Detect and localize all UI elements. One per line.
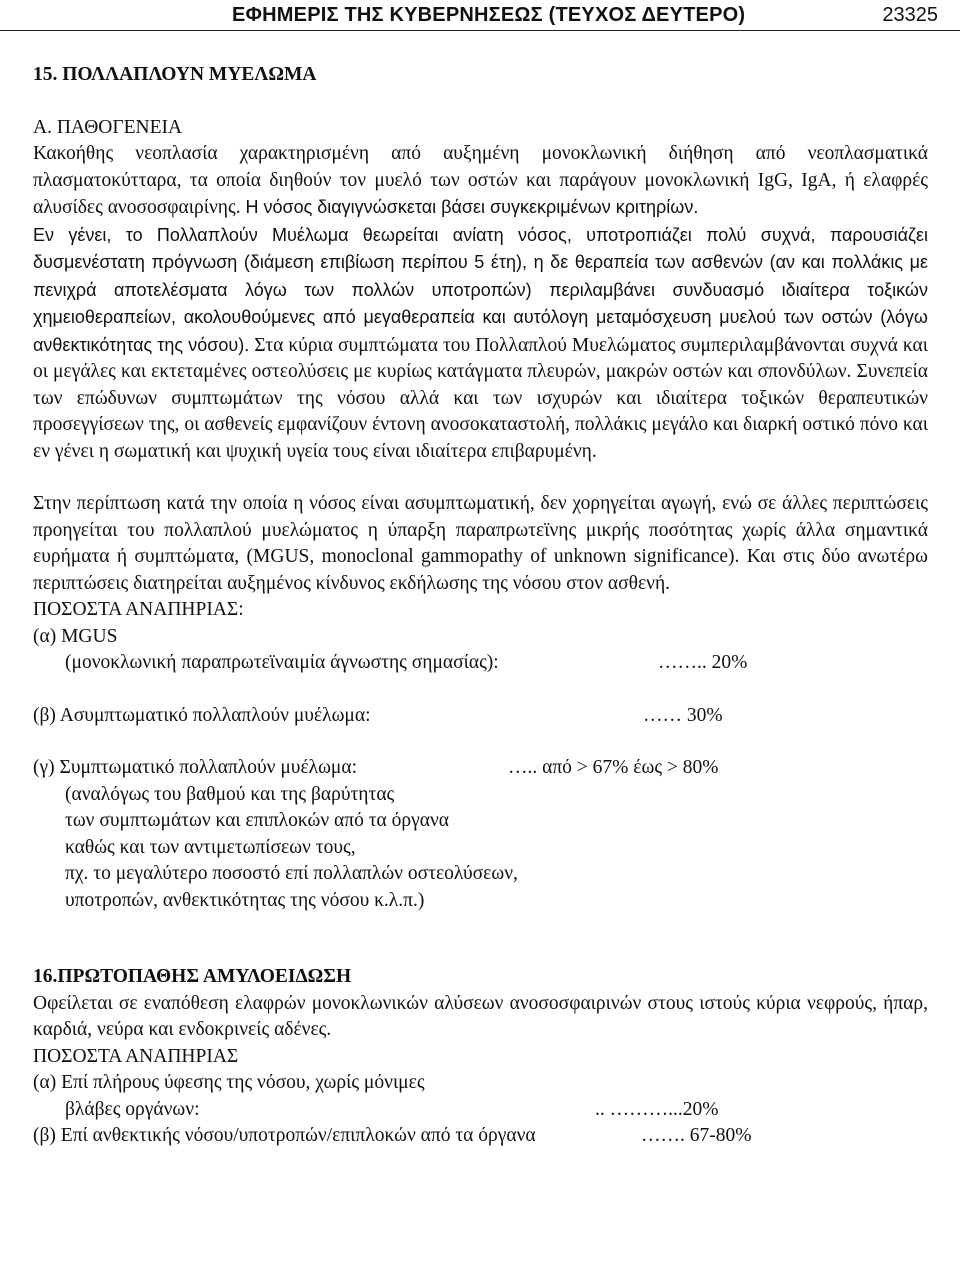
spacer xyxy=(33,729,928,755)
rate-item-c-note-2 xyxy=(33,808,928,835)
rate-item-c-note-3 xyxy=(33,835,928,862)
s16-rate-item-b-label: (β) Επί ανθεκτικής νόσου/υποτροπών/επιπλοκών από τα όργανα xyxy=(33,1125,536,1146)
section-15-paragraph-3: Στην περίπτωση κατά την οποία η νόσος είναι ασυμπτωματική, δεν χορηγείται αγωγή, ενώ σε άλλες περιπτώσεις προηγείται του πολλαπλού μυελώματος η ύπαρξη παραπρωτεϊνης μικρής ποσότητας χωρίς άλλα σημαντικά ευρήματα ή συμπτώματα, (MGUS, monoclonal gammopathy of unknown significance). Και στις δύο ανωτέρω περιπτώσεις διατηρείται αυξημένος κίνδυνος εκδήλωσης της νόσου στον ασθενή. xyxy=(33,493,928,594)
s16-rate-item-a-row-2 xyxy=(33,1097,928,1124)
rate-item-a-value: …….. 20% xyxy=(658,652,748,673)
rate-item-b-label: (β) Ασυμπτωματικό πολλαπλούν μυέλωμα: xyxy=(33,704,371,726)
rate-item-a-description: (μονοκλωνική παραπρωτεϊναιμία άγνωστης σημασίας): xyxy=(65,652,499,673)
s16-rate-item-a-label: (α) Επί πλήρους ύφεσης της νόσου, χωρίς μόνιμες xyxy=(33,1072,425,1093)
paragraph-1-text: Κακοήθης νεοπλασία χαρακτηρισμένη από αυξημένη μονοκλωνική διήθηση από νεοπλασματικά πλασματοκύτταρα, τα οποία διηθούν τον μυελό των οστών και παράγουν μονοκλωνική IgG, IgA, ή ελαφρές αλυσίδες ανοσοσφαιρίνης. xyxy=(33,143,928,218)
rate-item-a-label: (α) MGUS xyxy=(33,625,118,647)
note-line: καθώς και των αντιμετωπίσεων τους, xyxy=(65,836,356,858)
note-line: πχ. το μεγαλύτερο ποσοστό επί πολλαπλών οστεολύσεων, xyxy=(65,863,518,884)
rate-item-c-value: ….. από > 67% έως > 80% xyxy=(508,757,719,778)
section-15-heading: 15. ΠΟΛΛΑΠΛΟΥΝ ΜΥΕΛΩΜΑ xyxy=(33,64,317,85)
paragraph-2-lead: Εν γένει, το Πολλαπλούν Μυέλωμα θεωρείται ανίατη νόσος, υποτροπιάζει πολύ συχνά, παρουσιάζει δυσμενέστατη πρόγνωση (διάμεση επιβίωση περίπου 5 έτη), η δε θεραπεία των ασθενών (αν και πολλάκις με πενιχρά αποτελέσματα λόγω των πολλών υποτροπών) περιλαμβάνει συνδυασμό ιδιαίτερα τοξικών χημειοθεραπείων, ακολουθούμενες από μεγαθεραπεία και αυτόλογη μεταμόσχευση μυελού των οστών (λόγω ανθεκτικότητας της νόσου). xyxy=(33,224,928,355)
document-body xyxy=(33,62,928,1150)
rate-item-c-label: (γ) Συμπτωματικό πολλαπλούν μυέλωμα: xyxy=(33,757,358,778)
subheading-pathogenesis: Α. ΠΑΘΟΓΕΝΕΙΑ xyxy=(33,116,183,138)
note-line: υποτροπών, ανθεκτικότητας της νόσου κ.λ.π.) xyxy=(65,889,425,911)
rate-item-a-label-row xyxy=(33,624,928,651)
section-16-rates-heading: ΠΟΣΟΣΤΑ ΑΝΑΠΗΡΙΑΣ xyxy=(33,1045,239,1067)
section-15-paragraph-2 xyxy=(33,222,928,466)
paragraph-1-tail: Η νόσος διαγιγνώσκεται βάσει συγκεκριμένων κριτηρίων. xyxy=(245,197,699,217)
rate-item-a-row xyxy=(33,650,928,677)
section-16-heading: 16.ΠΡΩΤΟΠΑΘΗΣ ΑΜΥΛΟΕΙΔΩΣΗ xyxy=(33,966,352,987)
s16-rate-item-b-value: ……. 67-80% xyxy=(641,1125,752,1146)
section-15-rates-heading: ΠΟΣΟΣΤΑ ΑΝΑΠΗΡΙΑΣ: xyxy=(33,599,244,620)
s16-rate-item-a-row-1 xyxy=(33,1070,928,1097)
s16-rate-item-a-value: .. ………...20% xyxy=(595,1098,719,1120)
section-15-paragraph-1 xyxy=(33,141,928,222)
page-header xyxy=(0,0,960,34)
spacer xyxy=(33,677,928,703)
s16-rate-item-a-label-2: βλάβες οργάνων: xyxy=(65,1098,200,1120)
note-line: (αναλόγως του βαθμού και της βαρύτητας xyxy=(65,783,395,805)
section-16-paragraph-1: Οφείλεται σε εναπόθεση ελαφρών μονοκλωνικών αλύσεων ανοσοσφαιρινών στους ιστούς κύρια νεφρούς, ήπαρ, καρδιά, νεύρα και ενδοκρινείς αδένες. xyxy=(33,992,928,1040)
rate-item-c-note-4 xyxy=(33,861,928,888)
paragraph-2-rest: Στα κύρια συμπτώματα του Πολλαπλού Μυελώματος συμπεριλαμβάνονται συχνά και οι μεγάλες και εκτεταμένες οστεολύσεις με κυρίως κατάγματα πλευρών, μακρών οστών και σπονδύλων. Συνεπεία των επώδυνων συμπτωμάτων της νόσου αλλά και των ισχυρών και ιδιαίτερα τοξικών θεραπευτικών προσεγγίσεων της, οι ασθενείς εμφανίζουν έντονη ανοσοκαταστολή, πολλάκις μεγάλο και διαρκή οστικό πόνο και εν γένει η σωματική και ψυχική υγεία τους είναι ιδιαίτερα επιβαρυμένη. xyxy=(33,334,928,462)
note-line: των συμπτωμάτων και επιπλοκών από τα όργανα xyxy=(65,810,450,831)
gazette-title: ΕΦΗΜΕΡΙΣ ΤΗΣ ΚΥΒΕΡΝΗΣΕΩΣ (ΤΕΥΧΟΣ ΔΕΥΤΕΡΟ) xyxy=(232,4,746,26)
rate-item-b-value: …… 30% xyxy=(643,704,723,726)
s16-rate-item-b-row xyxy=(33,1123,928,1150)
rate-item-c-row xyxy=(33,755,928,782)
rate-item-c-note-1 xyxy=(33,782,928,809)
rate-item-b-row xyxy=(33,703,928,730)
header-rule xyxy=(0,30,960,31)
rate-item-c-note-5 xyxy=(33,888,928,915)
page-number: 23325 xyxy=(882,4,938,26)
spacer xyxy=(33,465,928,491)
spacer xyxy=(33,914,928,964)
